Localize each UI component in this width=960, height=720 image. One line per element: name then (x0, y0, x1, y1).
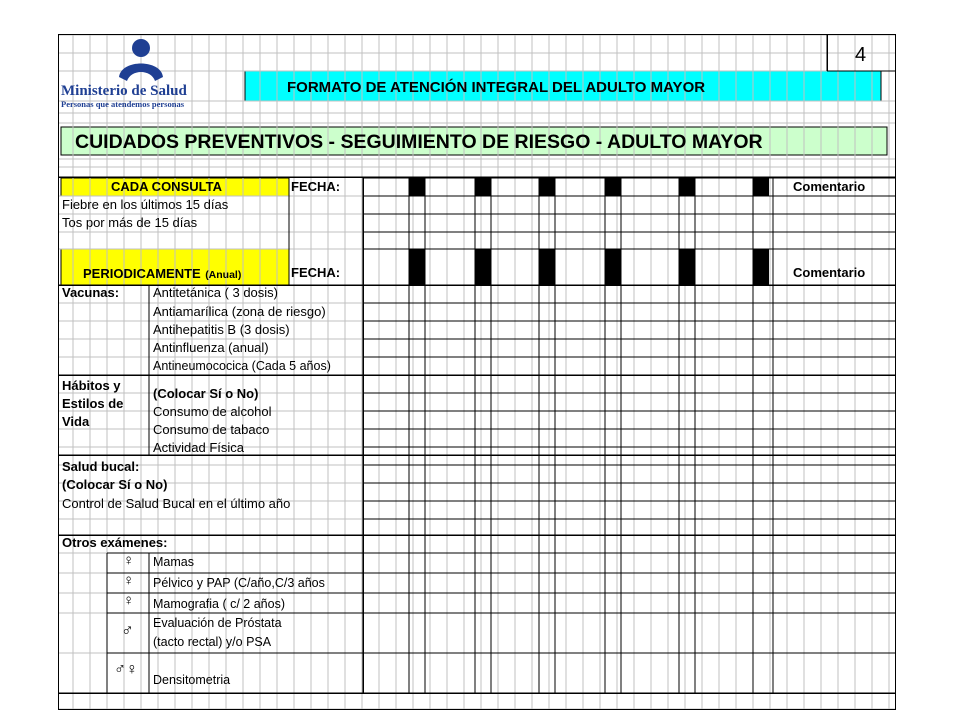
consulta-date-separator (409, 178, 425, 196)
periodico-date-separator (605, 249, 621, 285)
consulta-item-fiebre: Fiebre en los últimos 15 días (62, 197, 229, 212)
consulta-date-separator (475, 178, 491, 196)
vacuna-antihepatitis: Antihepatitis B (3 dosis) (153, 322, 290, 337)
examen-prostata-1: Evaluación de Próstata (153, 616, 282, 630)
format-title: FORMATO DE ATENCIÓN INTEGRAL DEL ADULTO MAYOR (287, 79, 706, 96)
form-sheet (58, 34, 896, 710)
bucal-instruction: (Colocar Sí o No) (62, 477, 168, 492)
periodico-date-separator (753, 249, 769, 285)
vacunas-label: Vacunas: (62, 285, 120, 300)
periodico-header (83, 265, 241, 283)
habitos-label-3: Vida (62, 414, 90, 429)
vacuna-antitetanica: Antitetánica ( 3 dosis) (153, 285, 279, 300)
consulta-date-separator (753, 178, 769, 196)
habito-tabaco: Consumo de tabaco (153, 422, 270, 437)
vacuna-antinfluenza: Antinfluenza (anual) (153, 340, 269, 355)
habito-actividad: Actividad Física (153, 440, 245, 455)
consulta-fecha-label: FECHA: (291, 179, 341, 194)
examen-prostata-2: (tacto rectal) y/o PSA (153, 635, 272, 649)
female-icon: ♀ (123, 552, 135, 569)
habitos-label-2: Estilos de (62, 396, 124, 411)
person-logo-icon (115, 37, 167, 87)
habito-alcohol: Consumo de alcohol (153, 404, 272, 419)
examen-mamografia: Mamografia ( c/ 2 años) (153, 597, 285, 611)
vacuna-antineumococica: Antineumococica (Cada 5 años) (153, 359, 331, 373)
male-icon: ♂ (121, 621, 134, 640)
examen-mamas: Mamas (153, 555, 194, 569)
examen-pelvico: Pélvico y PAP (C/año,C/3 años (153, 576, 325, 590)
examen-densitometria: Densitometria (153, 673, 231, 687)
female-icon: ♀ (123, 592, 135, 609)
vacuna-antiamarilica: Antiamarílica (zona de riesgo) (153, 304, 326, 319)
periodico-date-separator (679, 249, 695, 285)
examenes-label: Otros exámenes: (62, 535, 168, 550)
periodico-header-main: PERIODICAMENTE (83, 266, 201, 281)
periodico-comentario-label: Comentario (793, 265, 866, 280)
female-icon: ♀ (123, 572, 135, 589)
habitos-label-1: Hábitos y (62, 378, 121, 393)
ministry-name: Ministerio de Salud (61, 83, 187, 99)
ministry-logo (115, 37, 167, 87)
consulta-item-tos: Tos por más de 15 días (62, 215, 198, 230)
periodico-date-separator (475, 249, 491, 285)
consulta-date-separator (539, 178, 555, 196)
section-title: CUIDADOS PREVENTIVOS - SEGUIMIENTO DE RIESGO - ADULTO MAYOR (75, 131, 763, 153)
periodico-fecha-label: FECHA: (291, 265, 341, 280)
consulta-date-separator (605, 178, 621, 196)
page-number: 4 (855, 44, 867, 66)
periodico-date-separator (539, 249, 555, 285)
consulta-comentario-label: Comentario (793, 179, 866, 194)
male-female-icon: ♂♀ (114, 661, 138, 678)
consulta-date-separator (679, 178, 695, 196)
habitos-instruction: (Colocar Sí o No) (153, 386, 259, 401)
bucal-label: Salud bucal: (62, 459, 140, 474)
periodico-date-separator (409, 249, 425, 285)
bucal-item: Control de Salud Bucal en el último año (62, 496, 291, 511)
periodico-header-sub: (Anual) (205, 269, 242, 281)
ministry-slogan: Personas que atendemos personas (61, 99, 185, 109)
consulta-header: CADA CONSULTA (111, 179, 222, 194)
